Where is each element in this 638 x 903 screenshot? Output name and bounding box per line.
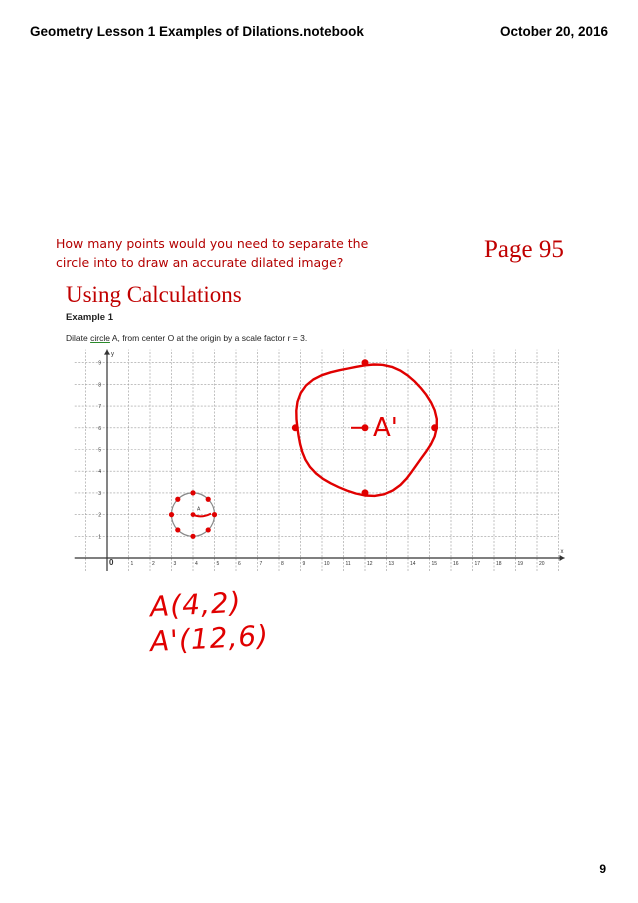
radius-mark — [193, 514, 211, 517]
x-tick-label: 1 — [130, 561, 134, 567]
x-axis-arrow — [560, 555, 565, 561]
graph-axes — [75, 350, 565, 571]
original-circle-point — [212, 512, 217, 517]
question-text: How many points would you need to separate the circle into to draw an accurate dilated image? — [56, 236, 369, 270]
x-tick-label: 3 — [173, 561, 177, 567]
x-tick-label: 4 — [195, 561, 198, 567]
dilated-center-label: A' — [373, 412, 398, 443]
x-tick-label: 12 — [367, 561, 373, 567]
graph-grid — [75, 350, 559, 571]
y-tick-label: 8 — [98, 382, 101, 389]
x-tick-label: 19 — [517, 561, 524, 567]
example-text-post: A, from center O at the origin by a scale factor r = 3. — [109, 333, 308, 343]
y-axis-label: y — [111, 351, 114, 358]
y-axis-arrow — [104, 350, 110, 355]
x-tick-label: 20 — [539, 561, 545, 567]
y-tick-label: 4 — [98, 469, 101, 476]
example-title: Example 1 — [66, 312, 113, 323]
y-tick-label: 3 — [98, 490, 101, 497]
x-tick-label: 5 — [216, 561, 220, 567]
x-tick-label: 15 — [431, 561, 438, 567]
x-tick-label: 9 — [302, 561, 306, 567]
x-tick-label: 14 — [410, 561, 416, 567]
y-tick-label: 6 — [98, 425, 101, 432]
handwritten-original-point: A(4,2) — [149, 585, 243, 624]
x-tick-label: 2 — [152, 561, 155, 567]
y-tick-label: 2 — [98, 512, 101, 519]
x-tick-label: 16 — [453, 561, 459, 567]
y-tick-label: 1 — [98, 534, 101, 541]
x-tick-label: 8 — [281, 561, 284, 567]
dilated-circle-point — [431, 424, 438, 431]
dilated-circle-point — [362, 489, 369, 496]
y-tick-label: 9 — [98, 360, 101, 367]
document-title: Geometry Lesson 1 Examples of Dilations.notebook — [30, 24, 364, 39]
x-tick-label: 0 — [109, 558, 114, 567]
x-tick-label: 6 — [238, 561, 241, 567]
y-tick-label: 7 — [98, 404, 101, 411]
original-circle-point — [206, 497, 211, 502]
graph-shapes — [169, 359, 438, 539]
section-heading: Using Calculations — [66, 282, 242, 307]
original-circle-point — [190, 490, 195, 495]
handwritten-dilated-point: A'(12,6) — [149, 618, 270, 659]
page-reference: Page 95 — [484, 236, 564, 263]
original-circle-point — [206, 527, 211, 532]
document-date: October 20, 2016 — [499, 24, 608, 39]
x-tick-label: 13 — [388, 561, 395, 567]
center-label: A — [197, 506, 201, 513]
original-circle-point — [175, 497, 180, 502]
x-tick-label: 7 — [259, 561, 263, 567]
x-tick-label: 11 — [345, 561, 351, 567]
example-text-circle: circle — [90, 333, 110, 343]
dilated-circle-point — [292, 424, 299, 431]
dilated-circle-point — [362, 359, 369, 366]
original-circle-point — [175, 527, 180, 532]
example-text-pre: Dilate — [66, 333, 91, 343]
x-axis-label: x — [560, 549, 564, 555]
original-circle-point — [169, 512, 174, 517]
original-circle-point — [190, 534, 195, 539]
y-tick-label: 5 — [98, 447, 101, 454]
x-tick-label: 17 — [474, 561, 481, 567]
x-tick-label: 10 — [324, 561, 330, 567]
x-tick-label: 18 — [496, 561, 502, 567]
page-number: 9 — [599, 862, 606, 876]
